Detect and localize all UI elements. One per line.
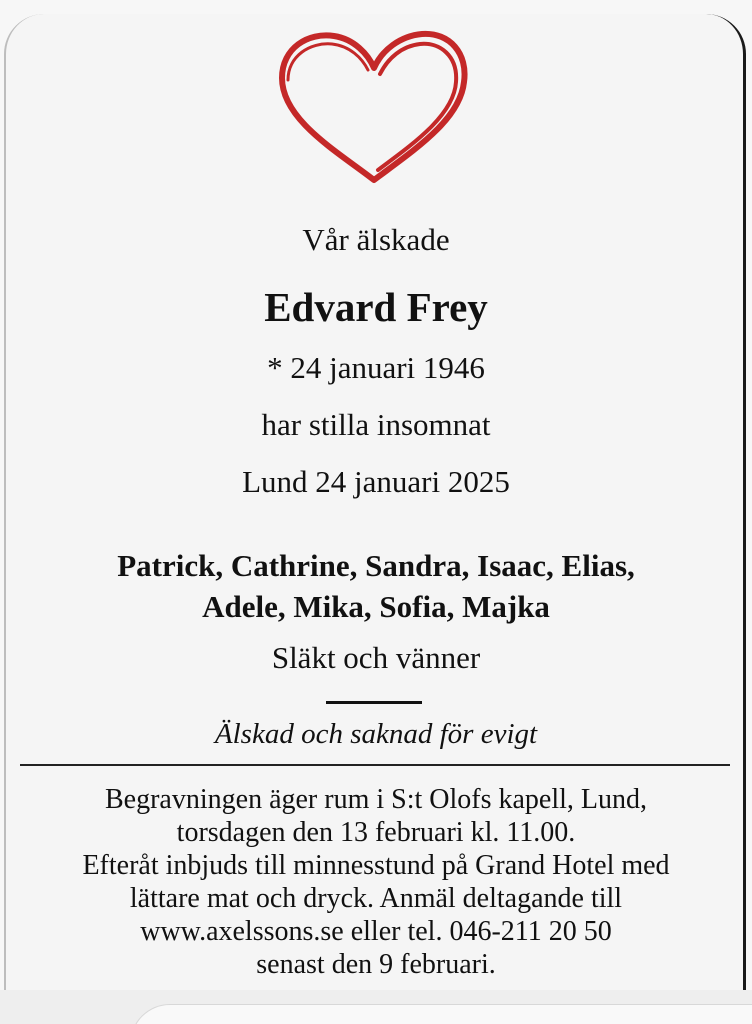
section-divider: [20, 764, 730, 766]
relatives-text: Släkt och vänner: [271, 640, 481, 675]
family-names-line-1: Patrick, Cathrine, Sandra, Isaac, Elias,: [117, 548, 635, 583]
funeral-info-line: torsdagen den 13 februari kl. 11.00.: [176, 817, 576, 848]
funeral-info-line: www.axelssons.se eller tel. 046-211 20 50: [140, 916, 612, 947]
tagline: Älskad och saknad för evigt: [214, 718, 538, 750]
deceased-name: Edvard Frey: [264, 284, 488, 330]
place-and-death-date: Lund 24 januari 2025: [242, 464, 510, 499]
funeral-info-line: senast den 9 februari.: [256, 949, 496, 980]
funeral-info-line: lättare mat och dryck. Anmäl deltagande till: [129, 883, 623, 914]
next-card-edge: [130, 1004, 752, 1024]
family-names-line-2: Adele, Mika, Sofia, Majka: [202, 589, 550, 624]
passed-text: har stilla insomnat: [261, 407, 491, 442]
heart-icon: [268, 24, 480, 190]
funeral-info-line: Efteråt inbjuds till minnesstund på Grand Hotel med: [82, 850, 670, 881]
intro-text: Vår älskade: [302, 222, 450, 257]
funeral-info-line: Begravningen äger rum i S:t Olofs kapell, Lund,: [105, 784, 647, 815]
birth-date: * 24 januari 1946: [267, 350, 485, 385]
short-divider: [326, 701, 422, 704]
